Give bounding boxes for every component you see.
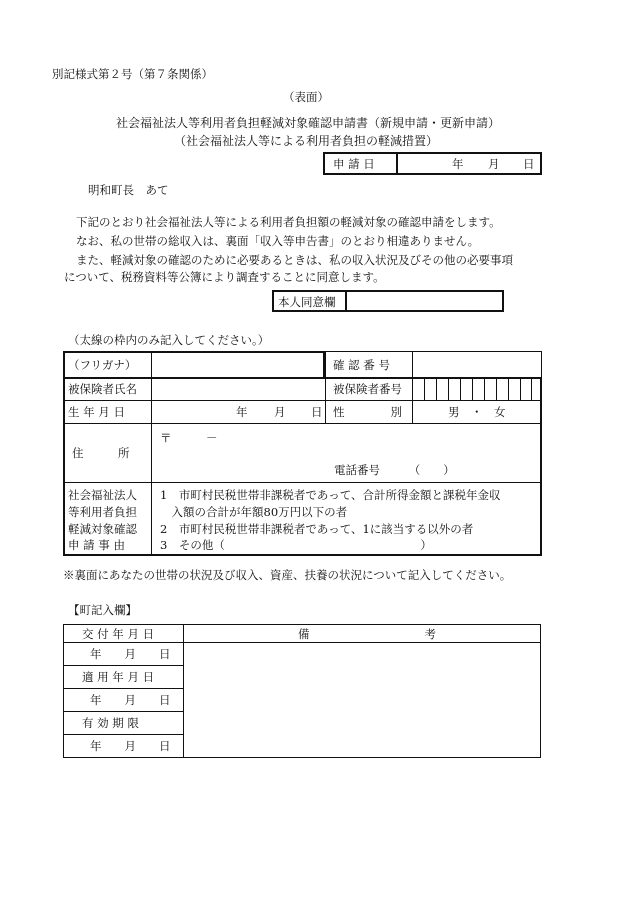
postal-code[interactable]: 〒 － (160, 431, 218, 445)
body-line-2: なお、私の世帯の総収入は、裏面「収入等申告書」のとおり相違ありません。 (76, 234, 480, 248)
phone-number[interactable]: 電話番号 （ ） (334, 463, 455, 477)
reason-label-4: 申 請 事 由 (68, 538, 125, 552)
body-line-3: また、軽減対象の確認のために必要あるときは、私の収入状況及びその他の必要事項 (76, 253, 513, 267)
address-label: 住 所 (72, 446, 130, 460)
consent-label: 本人同意欄 (278, 295, 336, 309)
insured-name-input[interactable] (152, 378, 324, 400)
birth-year: 年 (236, 405, 248, 419)
birth-day: 日 (311, 405, 323, 419)
form-title: 社会福祉法人等利用者負担軽減対象確認申請書（新規申請・更新申請） (116, 116, 501, 130)
form-subtitle: （社会福祉法人等による利用者負担の軽減措置） (174, 134, 439, 148)
valid-period-value[interactable]: 年 月 日 (90, 739, 171, 753)
birth-date-label: 生 年 月 日 (68, 405, 125, 419)
reason-label-3: 軽減対象確認 (68, 522, 137, 536)
apply-month: 月 (488, 157, 500, 171)
apply-date-office-label: 適 用 年 月 日 (82, 670, 155, 684)
addressee: 明和町長 あて (88, 183, 169, 197)
valid-period-label: 有 効 期 限 (82, 716, 139, 730)
furigana-label: （フリガナ） (68, 357, 137, 372)
apply-date-input[interactable] (398, 154, 540, 173)
confirm-no-label: 確 認 番 号 (333, 357, 390, 372)
remarks-input[interactable] (185, 644, 539, 756)
form-reference: 別記様式第２号（第７条関係） (52, 67, 213, 81)
insured-name-label: 被保険者氏名 (68, 382, 137, 396)
reason-option-3[interactable]: 3 その他（ ） (160, 538, 432, 552)
apply-date-label: 申 請 日 (333, 157, 375, 171)
sex-options[interactable]: 男 ・ 女 (448, 405, 506, 419)
sex-label: 性 別 (333, 405, 402, 419)
reason-option-1-cont: 入額の合計が年額80万円以下の者 (160, 505, 348, 519)
instruction: （太線の枠内のみ記入してください。） (68, 333, 270, 347)
consent-input[interactable] (347, 292, 502, 310)
birth-month: 月 (274, 405, 286, 419)
body-line-1: 下記のとおり社会福祉法人等による利用者負担額の軽減対象の確認申請をします。 (76, 215, 501, 229)
insured-no-label: 被保険者番号 (333, 382, 402, 396)
apply-date-office-value[interactable]: 年 月 日 (90, 693, 171, 707)
issue-date-label: 交 付 年 月 日 (82, 626, 155, 641)
apply-day: 日 (523, 157, 535, 171)
reason-option-1[interactable]: 1 市町村民税世帯非課税者であって、合計所得金額と課税年金収 (160, 488, 501, 502)
furigana-input[interactable] (152, 352, 324, 377)
reverse-side-note: ※裏面にあなたの世帯の状況及び収入、資産、扶養の状況について記入してください。 (63, 568, 512, 582)
issue-date-value[interactable]: 年 月 日 (90, 647, 171, 661)
office-heading: 【町記入欄】 (68, 603, 137, 617)
body-line-4: について、税務資料等公簿により調査することに同意します。 (64, 270, 385, 284)
confirm-no-input[interactable] (413, 352, 541, 377)
apply-year: 年 (452, 157, 464, 171)
reason-label-2: 等利用者負担 (68, 505, 137, 519)
insured-no-input[interactable] (413, 378, 540, 400)
reason-label-1: 社会福祉法人 (68, 488, 137, 502)
remarks-label: 備 考 (298, 626, 436, 641)
reason-option-2[interactable]: 2 市町村民税世帯非課税者であって、1に該当する以外の者 (160, 522, 474, 536)
side-label: （表面） (283, 90, 329, 104)
